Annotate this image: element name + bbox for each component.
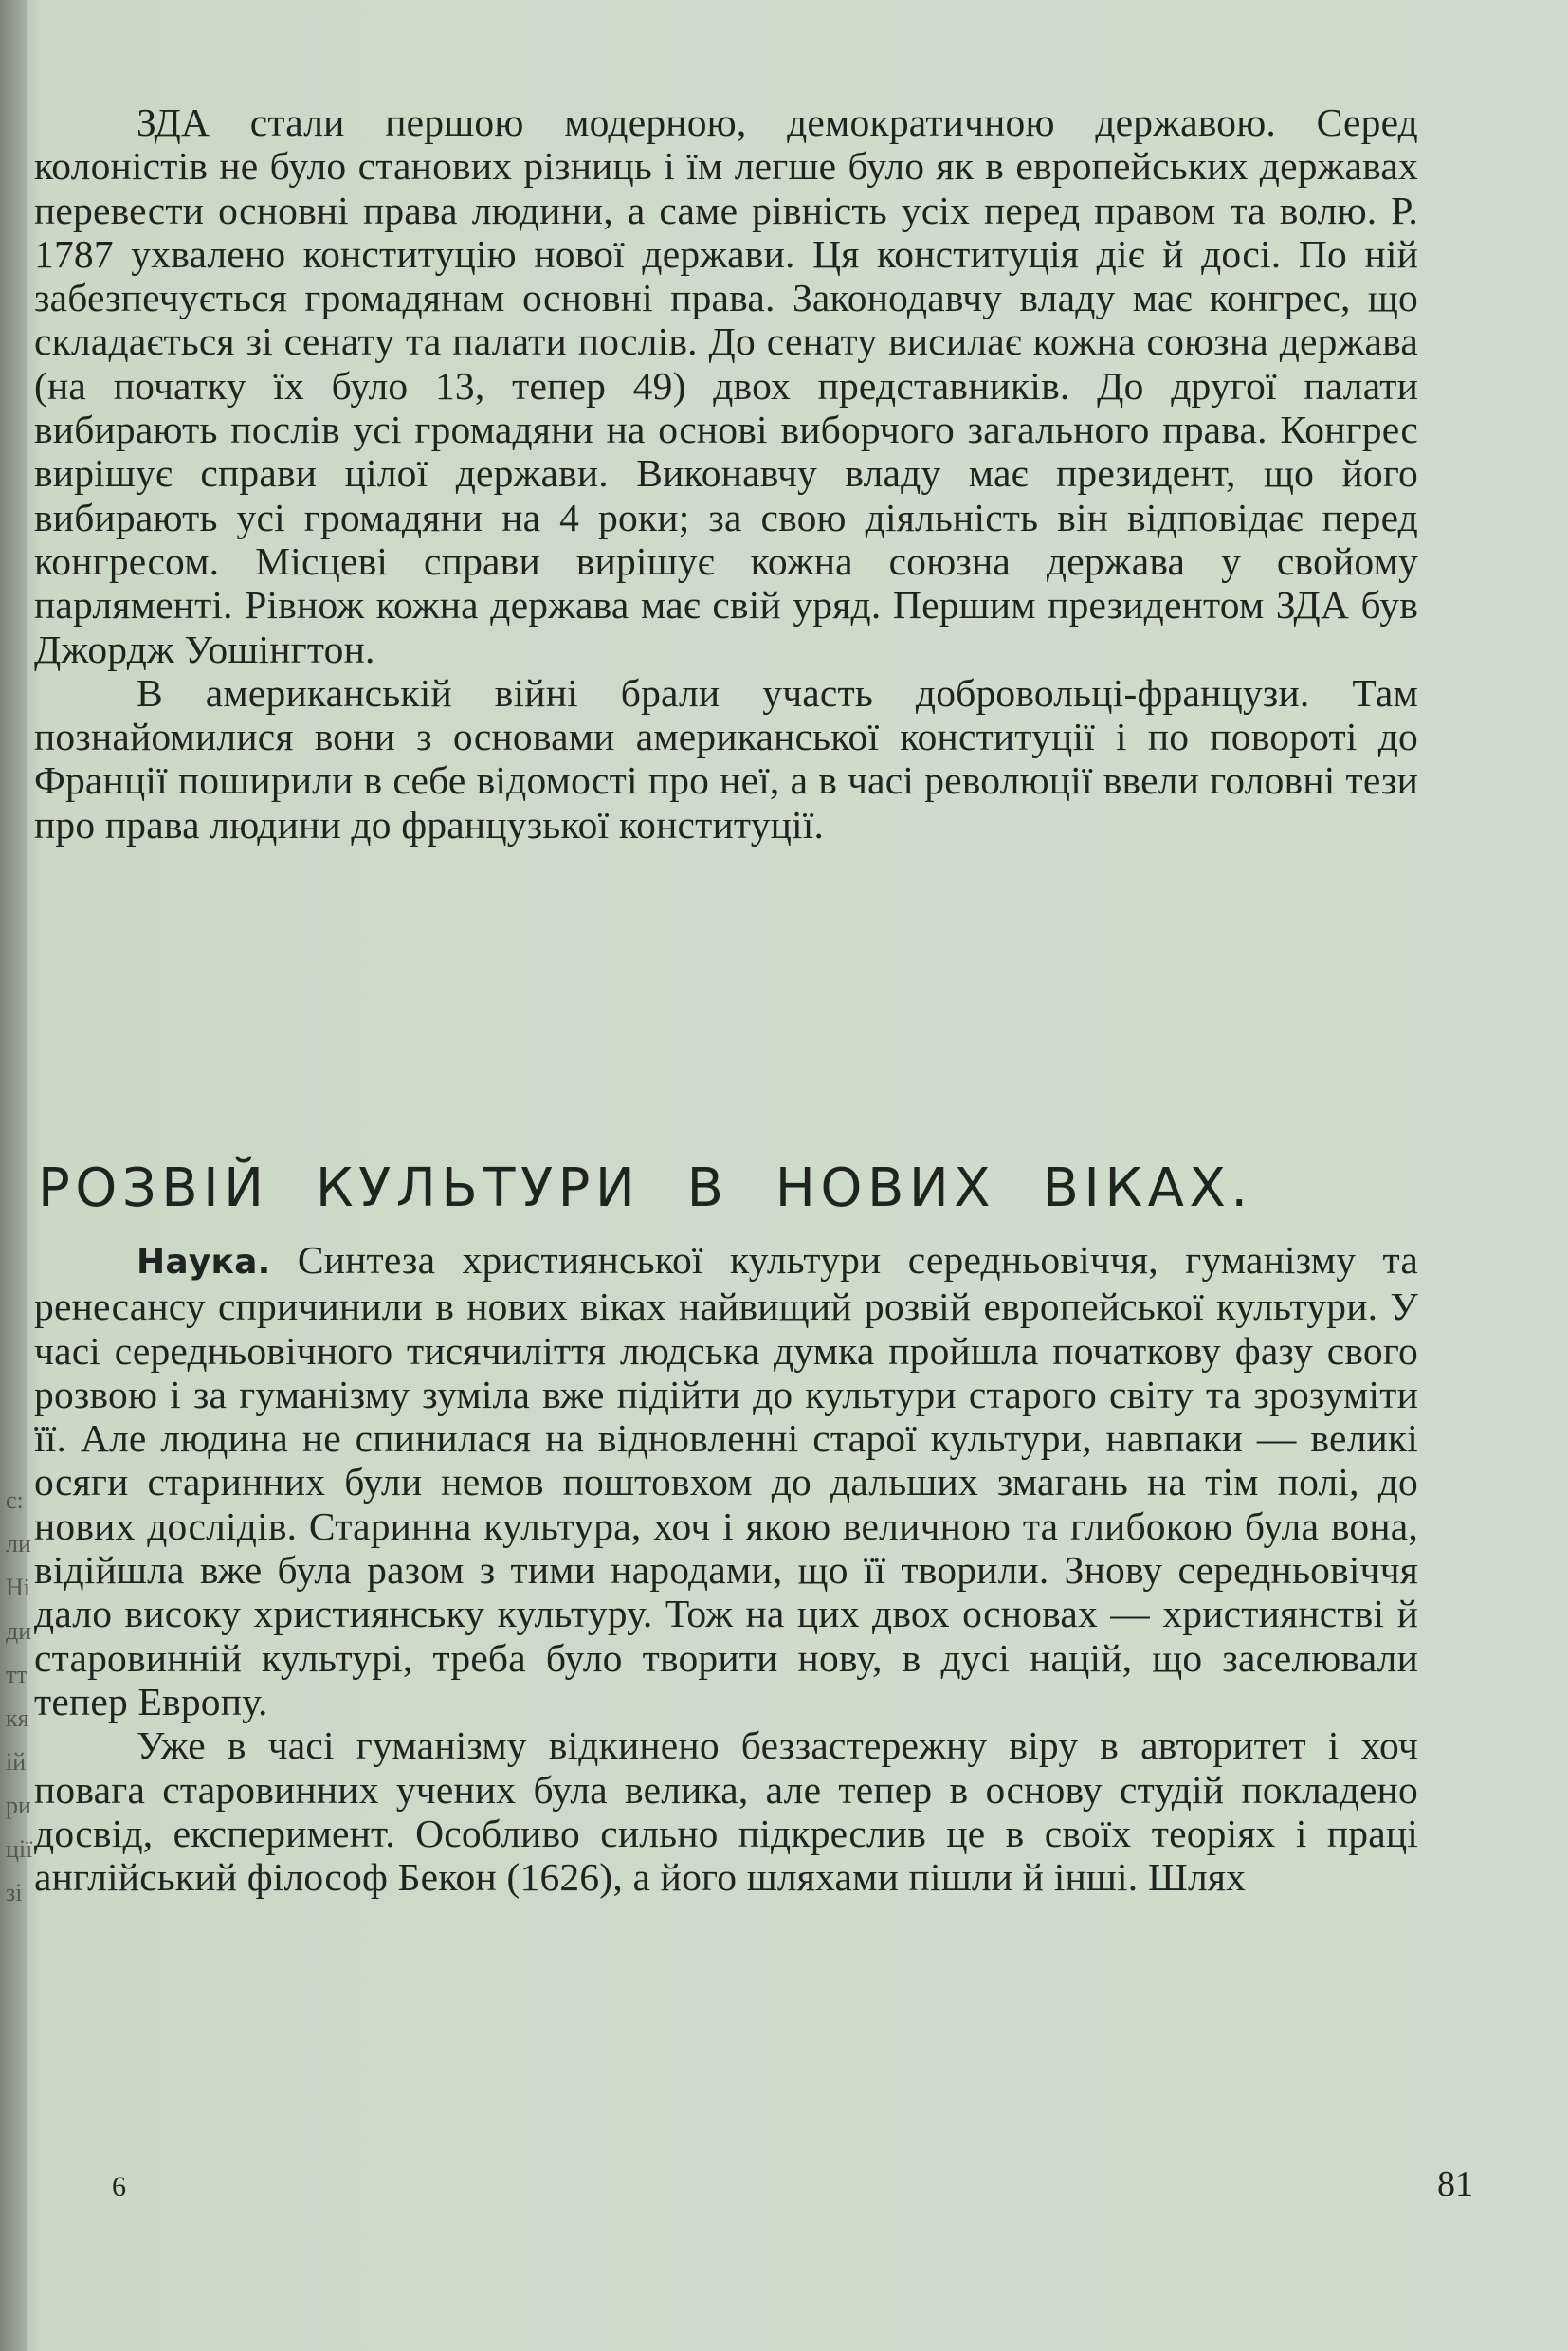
- french-volunteers-paragraph: В американській війні брали участь добровольці-французи. Там познайомилися вони з основами американської конституції і по повороті до Франції поширили в себе відомості про неї, а в часі революції ввели головні тези про права людини до французької конституції.: [34, 670, 1418, 847]
- margin-fragment: ій: [6, 1748, 27, 1776]
- science-paragraph-1: [34, 1238, 1418, 1723]
- usa-constitution-paragraph: ЗДА стали першою модерною, демократичною державою. Серед колоністів не було станових різниць і їм легше було як в европейських державах перевести основні права людини, а саме рівність усіх перед правом та волю. Р. 1787 ухвалено конституцію нової держави. Ця конституція діє й досі. По ній забезпечується громадянам основні права. Законодавчу владу має конгрес, що складається зі сенату та палати послів. До сенату висилає кожна союзна держава (на початку їх було 13, тепер 49) двох представників. До другої палати вибирають послів усі громадяни на основі виборчого загального права. Конгрес вирішує справи цілої держави. Виконавчу владу має президент, що його вибирають усі громадяни на 4 роки; за свою діяльність він відповідає перед конгресом. Місцеві справи вирішує кожна союзна держава у свойому парляменті. Рівнож кожна держава має свій уряд. Першим президентом ЗДА був Джордж Уошінгтон.: [34, 100, 1418, 671]
- science-section: [34, 1238, 1418, 1899]
- margin-fragment: ли: [6, 1530, 31, 1558]
- margin-fragment: зі: [6, 1879, 23, 1906]
- margin-fragment: ри: [6, 1792, 31, 1819]
- science-lead-word: Наука.: [137, 1243, 271, 1282]
- margin-fragment: Ні: [6, 1574, 30, 1601]
- usa-constitution-section: [34, 100, 1418, 847]
- margin-fragment: с:: [6, 1486, 24, 1514]
- margin-fragment: кя: [6, 1704, 29, 1732]
- science-paragraph-1-text: Синтеза християнської культури середньовіччя, гуманізму та ренесансу спричинили в нових віках найвищий розвій европейської культури. У часі середньовічного тисячиліття людська думка пройшла початкову фазу свого розвою і за гуманізму зуміла вже підійти до культури старого світу та зрозуміти її. Але людина не спинилася на відновленні старої культури, навпаки — великі осяги старинних були немов поштовхом до дальших змагань на тім полі, до нових дослідів. Старинна культура, хоч і якою величною та глибокою була вона, відійшла вже була разом з тими народами, що її творили. Знову середньовіччя дало високу християнську культуру. Тож на цих двох основах — християнстві й старовинній культурі, треба було творити нову, в дусі націй, що заселювали тепер Европу.: [34, 1238, 1419, 1723]
- margin-fragment: тт: [6, 1661, 27, 1688]
- science-paragraph-2: Уже в часі гуманізму відкинено беззастережну віру в авторитет і хоч повага старовинних учених була велика, але тепер в основу студій покладено досвід, експеримент. Особливо сильно підкреслив це в своїх теоріях і праці англійський філософ Бекон (1626), а його шляхами пішли й інші. Шлях: [34, 1723, 1418, 1900]
- margin-fragment: ції: [6, 1835, 33, 1863]
- section-heading: РОЗВІЙ КУЛЬТУРИ В НОВИХ ВІКАХ.: [38, 1157, 1253, 1219]
- margin-fragment: ди: [6, 1617, 32, 1645]
- page-number: 81: [1437, 2164, 1473, 2204]
- book-gutter-shadow: [0, 0, 27, 2351]
- signature-mark: 6: [112, 2171, 126, 2202]
